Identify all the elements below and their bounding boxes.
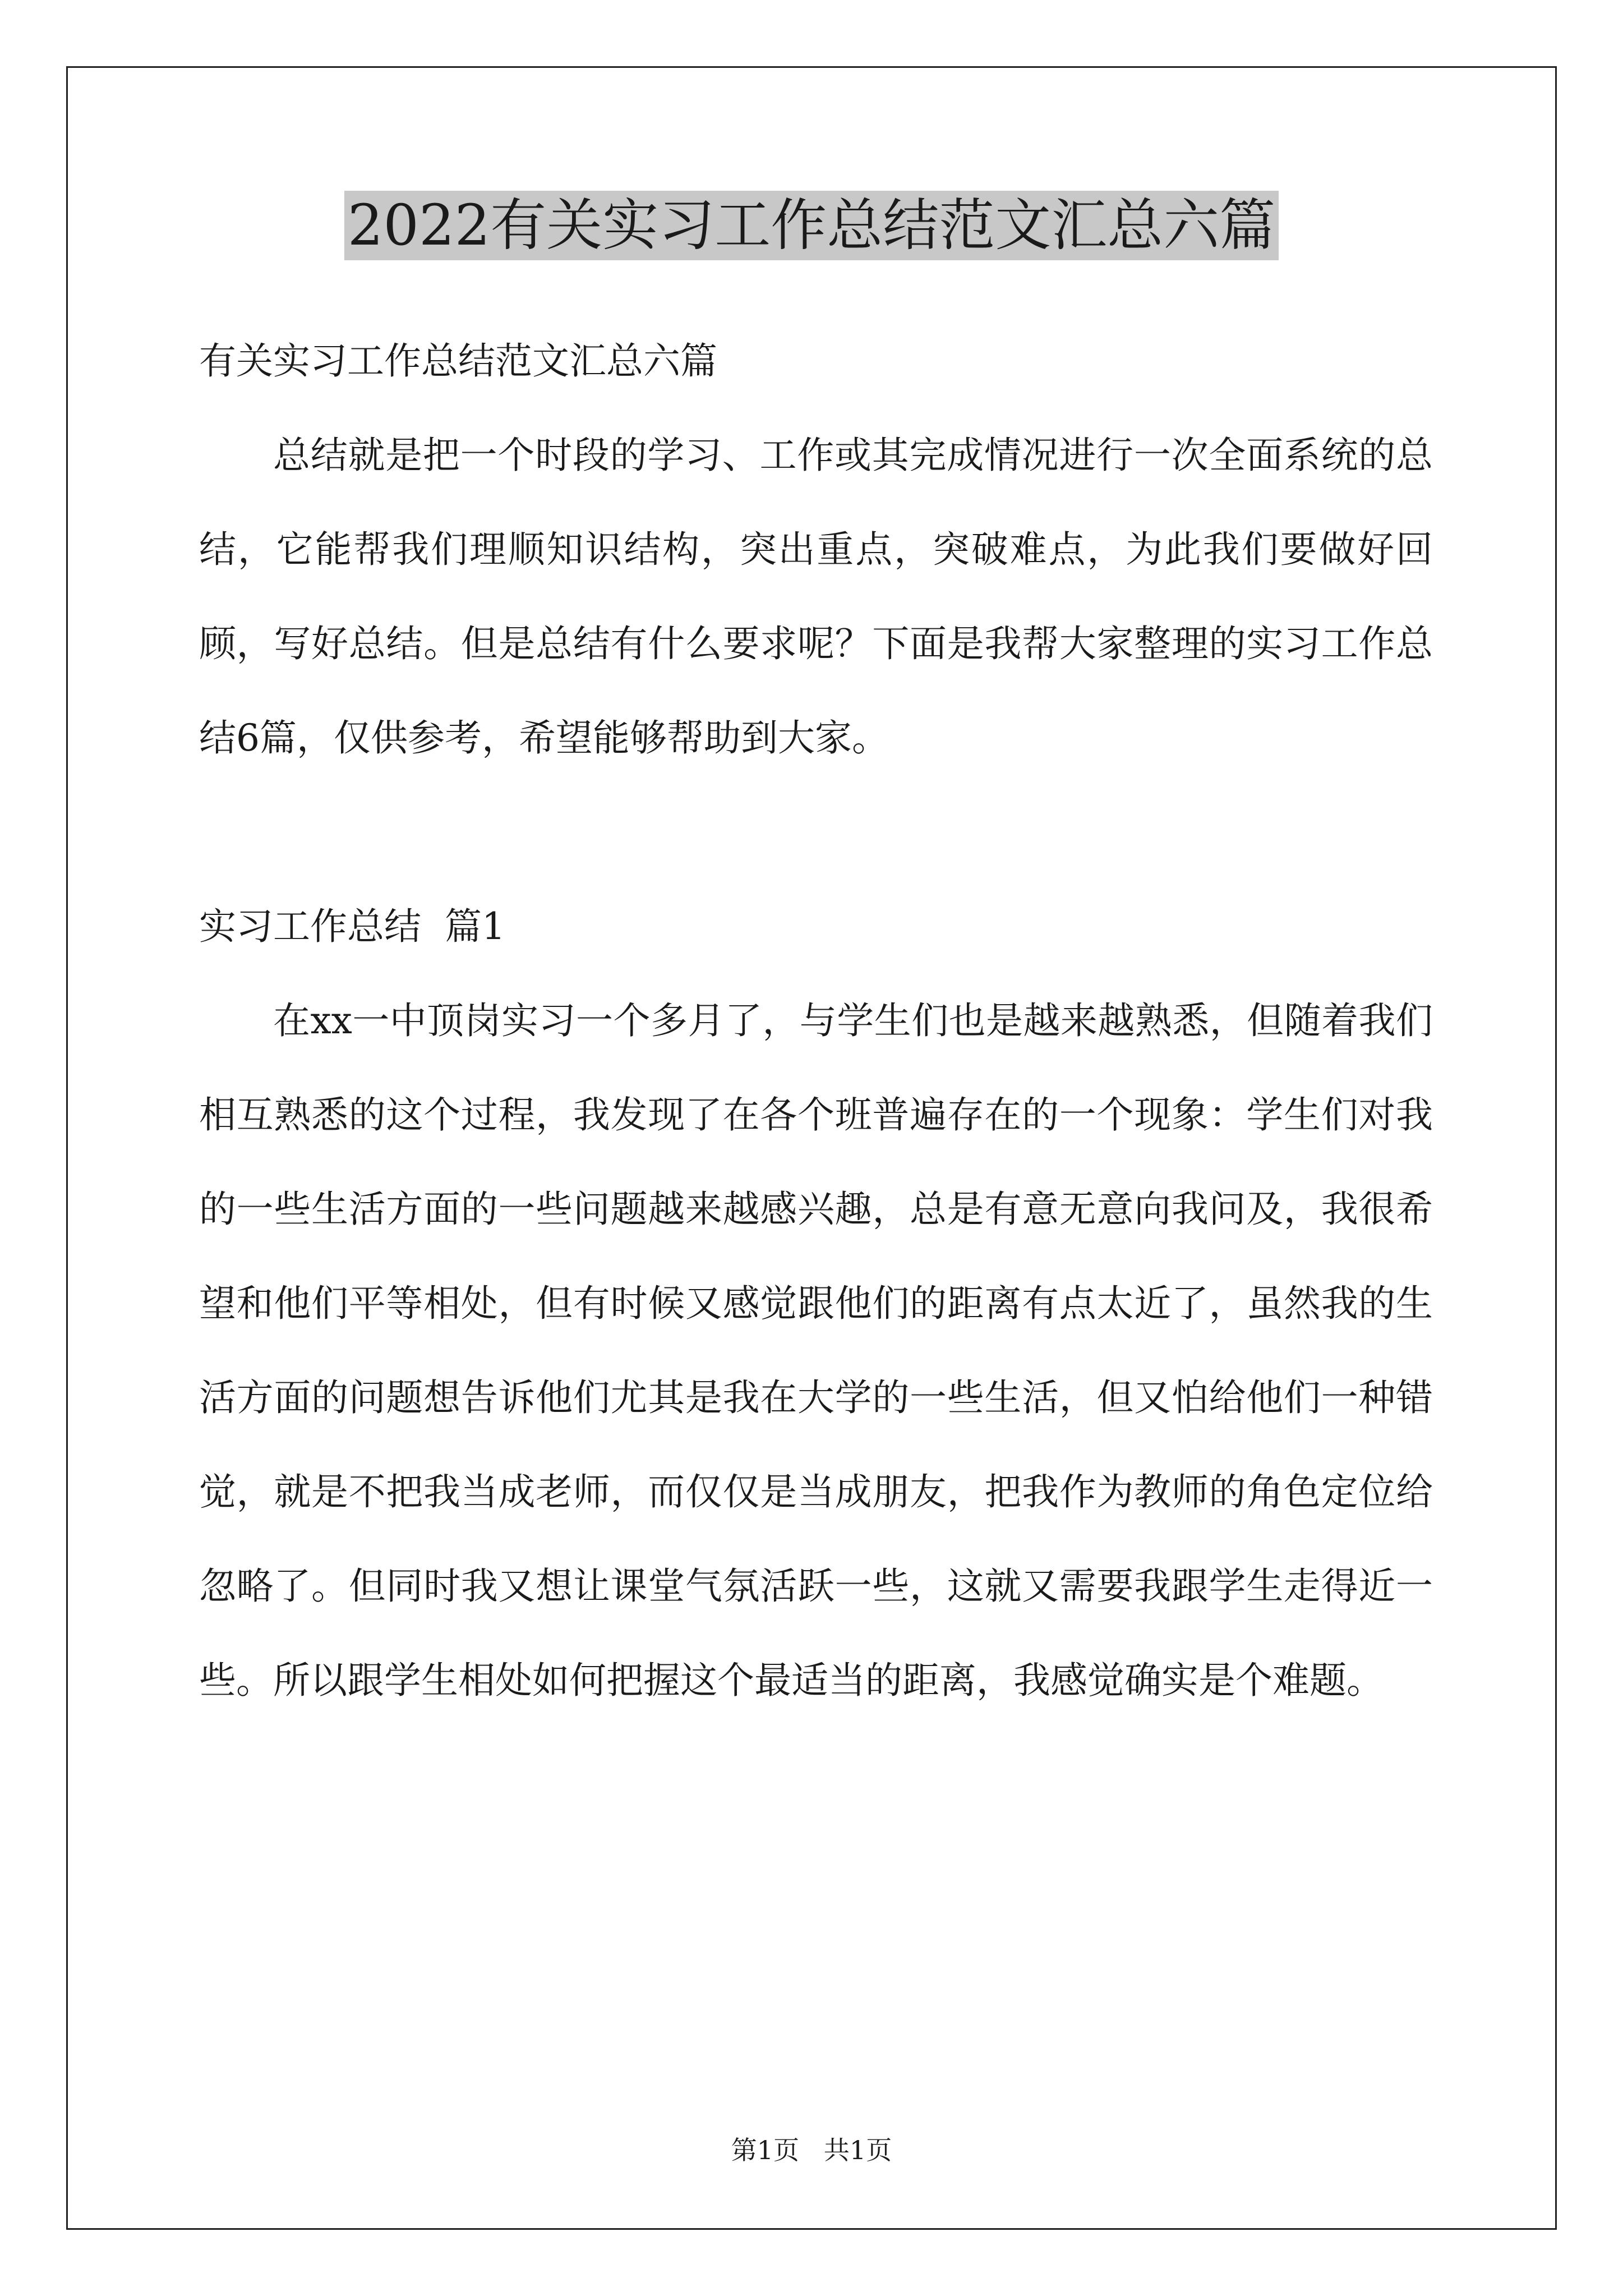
page-footer <box>0 2137 1623 2163</box>
page-number: 第1页 共1页 <box>731 2135 892 2165</box>
section-paragraph: 在xx一中顶岗实习一个多月了，与学生们也是越来越熟悉，但随着我们相互熟悉的这个过程，我发现了在各个班普遍存在的一个现象：学生们对我的一些生活方面的一些问题越来越感兴趣，总是有意无意向我问及，我很希望和他们平等相处，但有时候又感觉跟他们的距离有点太近了，虽然我的生活方面的问题想告诉他们尤其是我在大学的一些生活，但又怕给他们一种错觉，就是不把我当成老师，而仅仅是当成朋友，把我作为教师的角色定位给忽略了。但同时我又想让课堂气氛活跃一些，这就又需要我跟学生走得近一些。所以跟学生相处如何把握这个最适当的距离，我感觉确实是个难题。 <box>199 999 1433 1702</box>
intro-paragraph: 总结就是把一个时段的学习、工作或其完成情况进行一次全面系统的总结，它能帮我们理顺知识结构，突出重点，突破难点，为此我们要做好回顾，写好总结。但是总结有什么要求呢？下面是我帮大家整理的实习工作总结6篇，仅供参考，希望能够帮助到大家。 <box>199 434 1433 760</box>
paragraph-spacer <box>199 785 1433 880</box>
document-subtitle: 有关实习工作总结范文汇总六篇 <box>199 339 717 383</box>
document-body <box>199 314 1433 1728</box>
document-title-text: 2022有关实习工作总结范文汇总六篇 <box>344 191 1279 260</box>
section-heading: 实习工作总结 篇1 <box>199 905 505 948</box>
document-title <box>0 191 1623 260</box>
